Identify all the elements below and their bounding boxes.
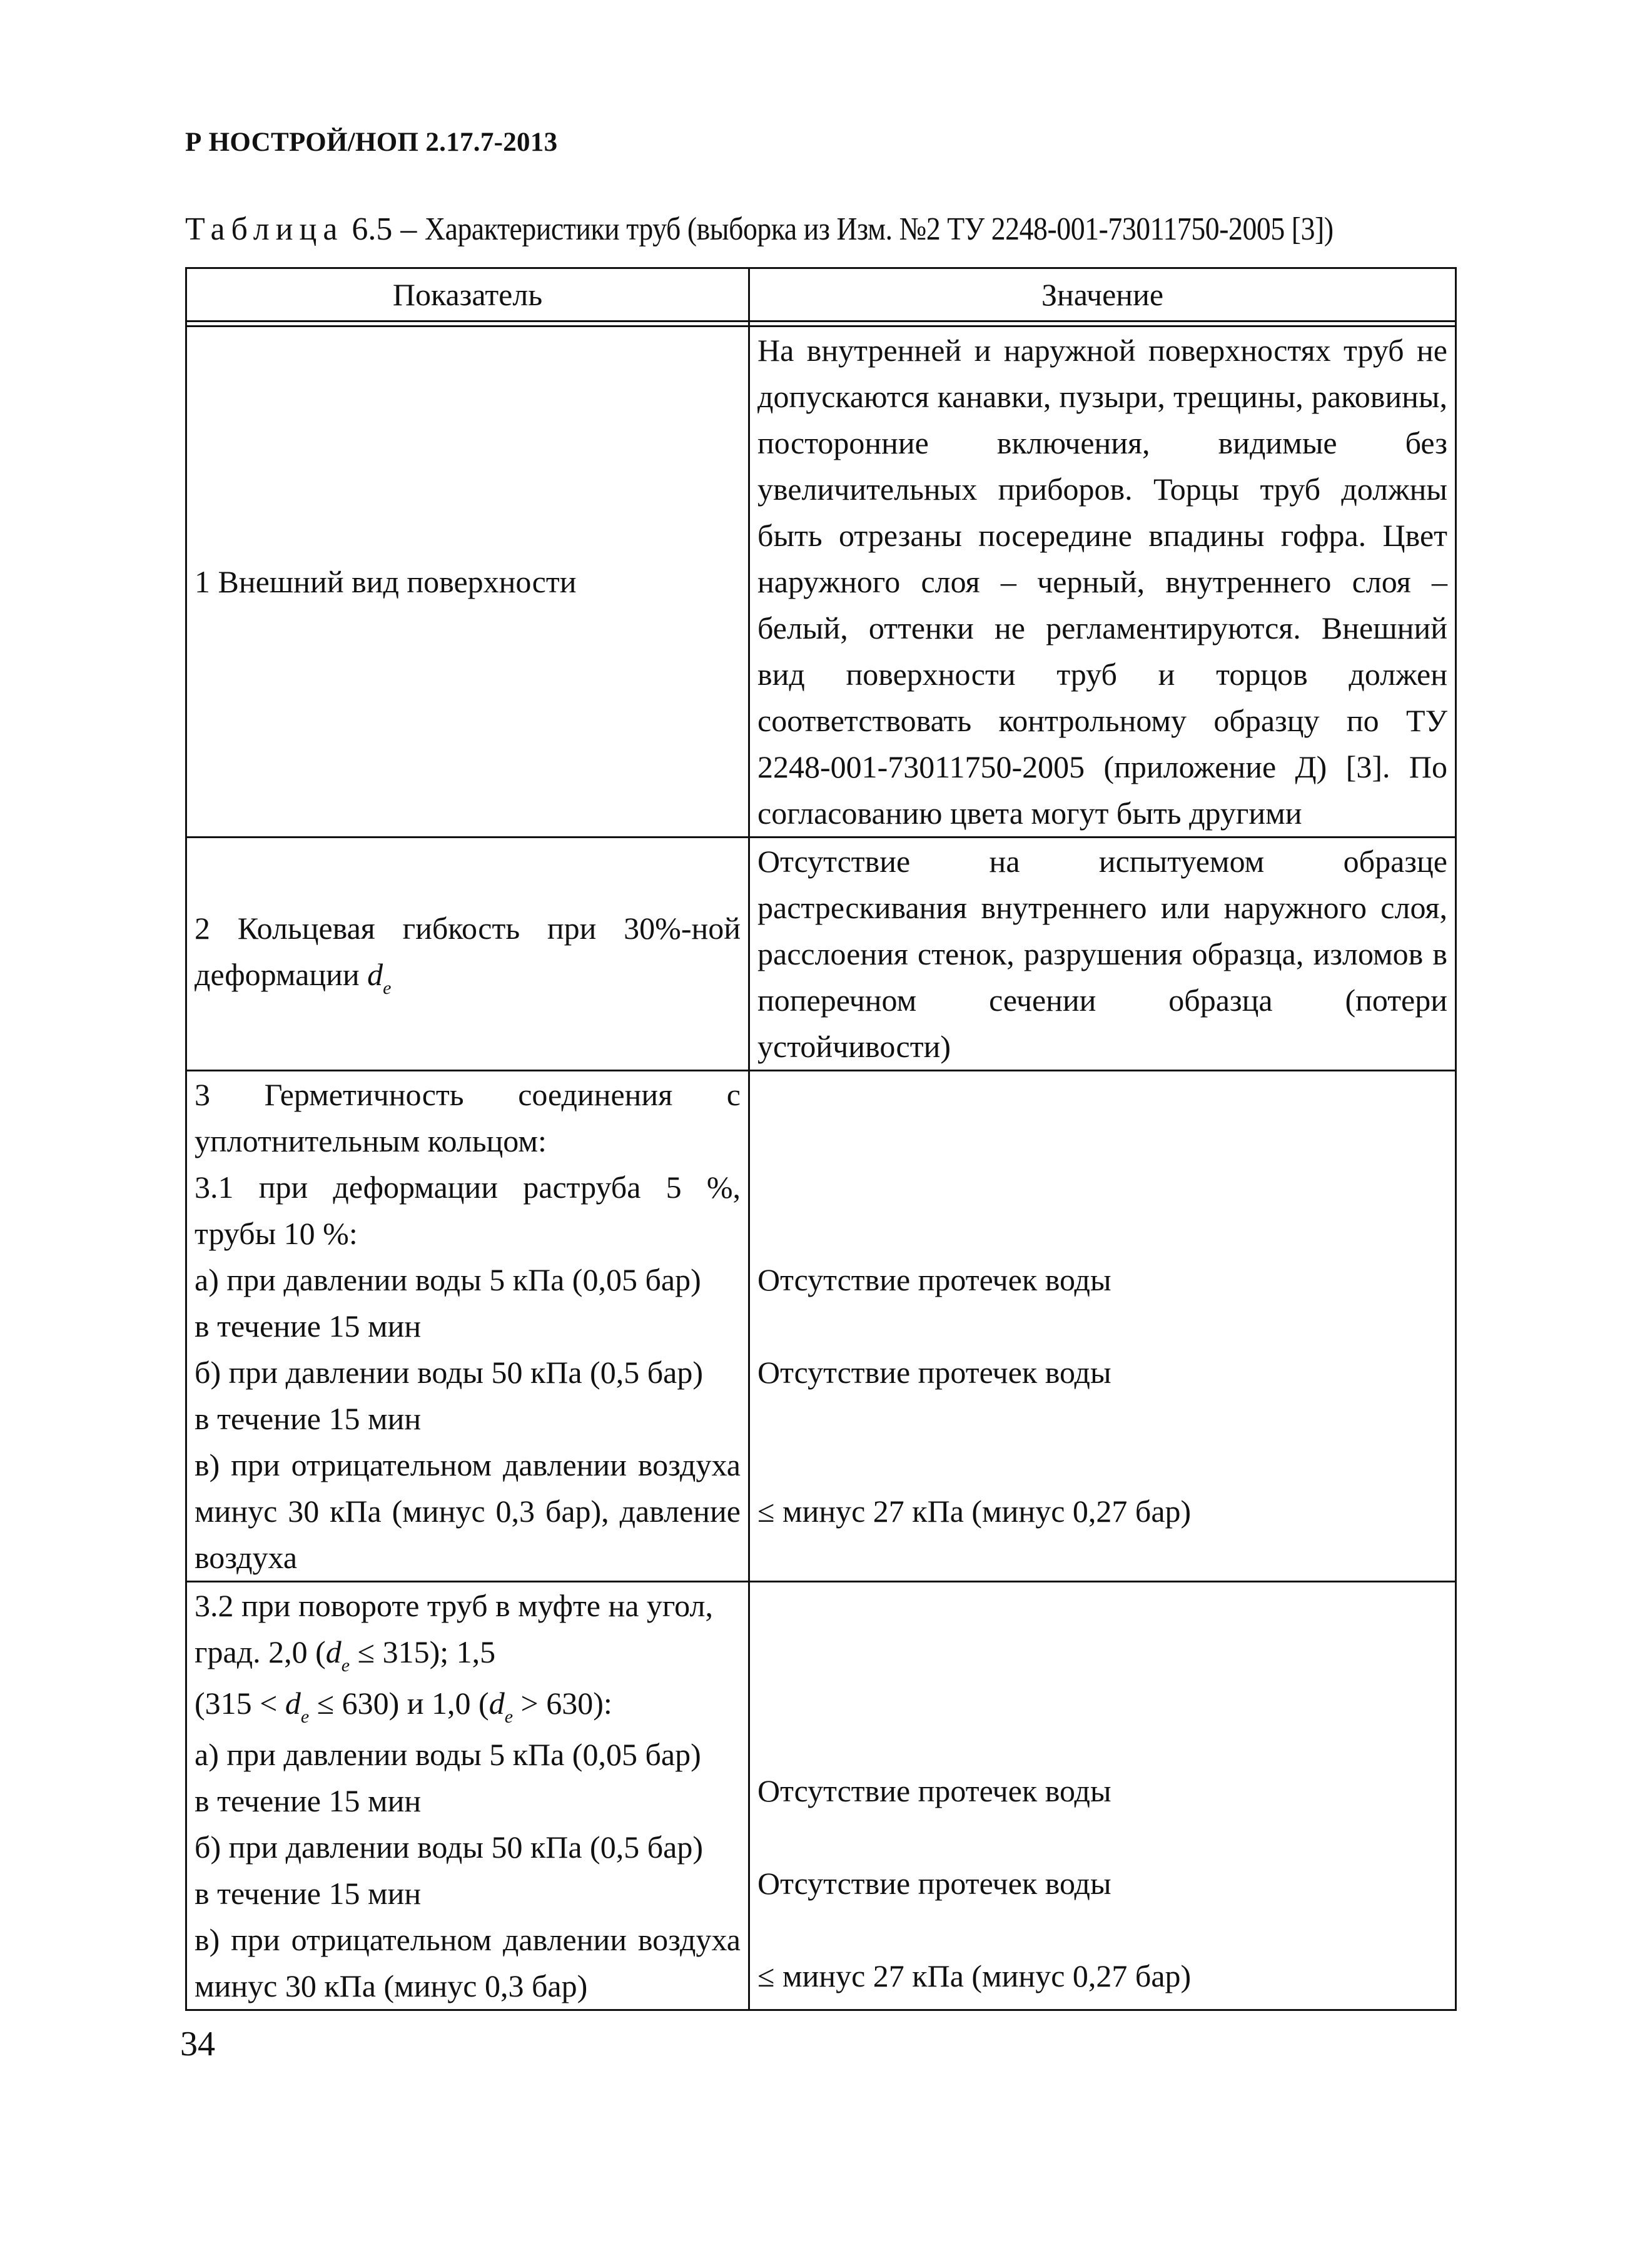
row-4-param-line: а) при давлении воды 5 кПа (0,05 бар) <box>195 1737 701 1772</box>
table-caption <box>185 211 1457 248</box>
row-3-param-line: в течение 15 мин <box>195 1401 422 1436</box>
row-3-param-line: 3.1 при деформации раструба 5 %, трубы 10 %: <box>195 1170 741 1251</box>
row-3-value-b: Отсутствие протечек воды <box>757 1355 1111 1390</box>
table-header-row <box>186 268 1456 321</box>
row-4-param-range: $(315 < d_e \le 630)$ и 1,0 $(d_e > 630)$: <box>195 1686 612 1727</box>
row-3-param-line: в течение 15 мин <box>195 1309 422 1344</box>
row-3-value-a: Отсутствие протечек воды <box>757 1262 1111 1297</box>
row-3-param-line: б) при давлении воды 50 кПа (0,5 бар) <box>195 1355 703 1390</box>
document-code: Р НОСТРОЙ/НОП 2.17.7-2013 <box>185 128 558 157</box>
table-row <box>186 1582 1456 2010</box>
row-3-value-c: ≤ минус 27 кПа (минус 0,27 бар) <box>757 1494 1192 1529</box>
caption-number: 6.5 – <box>343 211 425 247</box>
row-2-param-text: 2 Кольцевая гибкость при 30%-ной деформации <box>195 911 741 992</box>
row-4-value-b: Отсутствие протечек воды <box>757 1866 1111 1901</box>
row-1-param: 1 Внешний вид поверхности <box>186 327 749 838</box>
row-3-param <box>186 1071 749 1582</box>
table-row <box>186 327 1456 838</box>
page-number: 34 <box>180 2025 215 2063</box>
caption-label: Таблица <box>185 211 344 247</box>
row-4-param <box>186 1582 749 2010</box>
header-indicator: Показатель <box>186 268 749 321</box>
header-value: Значение <box>749 268 1456 321</box>
table-row <box>186 1071 1456 1582</box>
row-3-value <box>749 1071 1456 1582</box>
row-2-param-var: d <box>367 957 383 992</box>
row-4-param-line: в течение 15 мин <box>195 1876 422 1911</box>
characteristics-table <box>185 267 1457 2011</box>
row-4-param-line: в) при отрицательном давлении воздуха минус 30 кПа (минус 0,3 бар) <box>195 1922 741 2003</box>
row-2-value: Отсутствие на испытуемом образце растрескивания внутреннего или наружного слоя, расслоения стенок, разрушения образца, изломов в поперечном сечении образца (потери устойчивости) <box>749 838 1456 1071</box>
row-4-value-a: Отсутствие протечек воды <box>757 1773 1111 1808</box>
row-4-param-line: в течение 15 мин <box>195 1783 422 1818</box>
caption-text: Характеристики труб (выборка из Изм. №2 ТУ 2248-001-73011750-2005 [3]) <box>425 211 1334 247</box>
row-3-param-line: 3 Герметичность соединения с уплотнительным кольцом: <box>195 1077 741 1158</box>
row-4-value <box>749 1582 1456 2010</box>
row-3-param-line: в) при отрицательном давлении воздуха минус 30 кПа (минус 0,3 бар), давление воздуха <box>195 1447 741 1575</box>
header-separator <box>186 321 1456 327</box>
row-4-param-intro: 3.2 при повороте труб в муфте на угол, град. 2,0 $(d_e \le 315)$; 1,5 <box>195 1588 713 1676</box>
row-3-param-line: а) при давлении воды 5 кПа (0,05 бар) <box>195 1262 701 1297</box>
row-1-value: На внутренней и наружной поверхностях труб не допускаются канавки, пузыри, трещины, раковины, посторонние включения, видимые без увеличительных приборов. Торцы труб должны быть отрезаны посередине впадины гофра. Цвет наружного слоя – черный, внутреннего слоя – белый, оттенки не регламентируются. Внешний вид поверхности труб и торцов должен соответствовать контрольному образцу по ТУ 2248-001-73011750-2005 (приложение Д) [3]. По согласованию цвета могут быть другими <box>749 327 1456 838</box>
table-row <box>186 838 1456 1071</box>
row-2-param <box>186 838 749 1071</box>
row-2-param-sub: e <box>383 978 392 998</box>
row-4-param-line: б) при давлении воды 50 кПа (0,5 бар) <box>195 1830 703 1865</box>
row-4-value-c: ≤ минус 27 кПа (минус 0,27 бар) <box>757 1958 1192 1993</box>
